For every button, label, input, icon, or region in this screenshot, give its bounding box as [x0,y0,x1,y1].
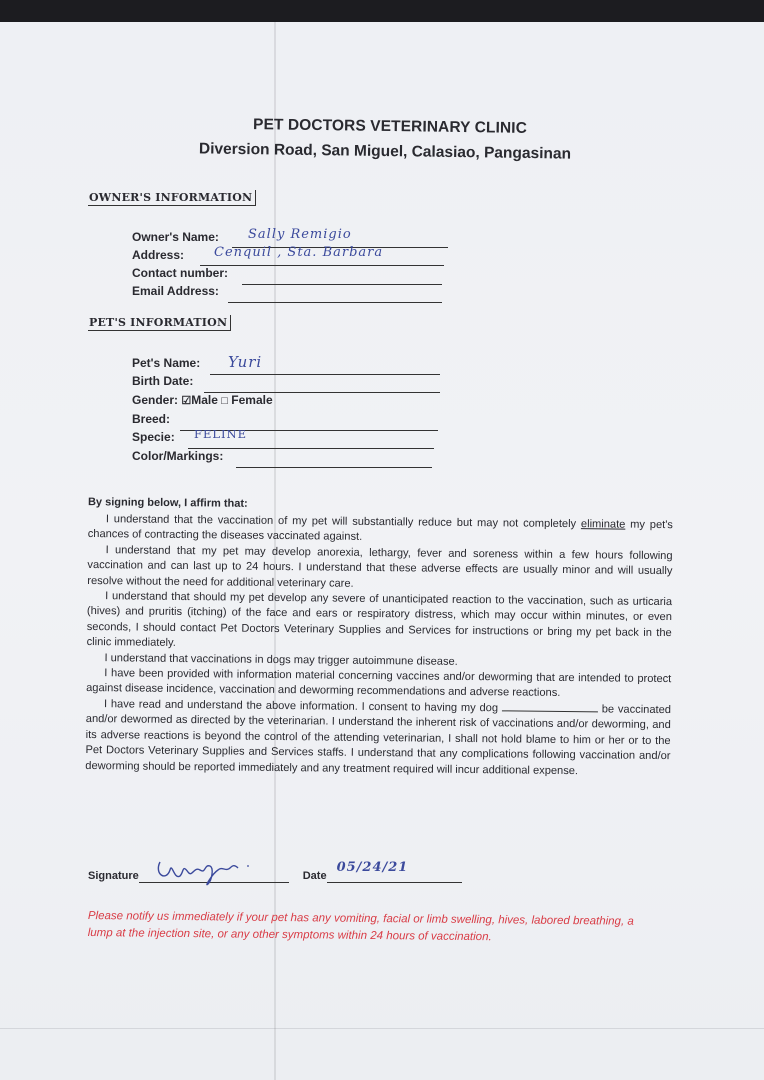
gender-label: Gender: [132,393,179,407]
specie-label: Specie: [132,430,175,444]
pet-name-line [210,374,440,375]
affirmation-paragraph-2: I understand that my pet may develop anorexia, lethargy, fever and soreness within a few hours following vaccination and can last up to 24 hours. I understand that these adverse effects are usually minor and will usually resolve without the need for additional veterinary care. [87,543,673,590]
signature-label: Signature [88,870,139,882]
specie-value: FELINE [194,427,248,441]
clinic-address: Diversion Road, San Miguel, Calasiao, Pangasinan [198,140,572,163]
date-line[interactable] [327,860,462,883]
breed-label: Breed: [132,412,171,426]
dog-name-blank[interactable] [502,701,598,712]
color-markings-line [236,467,432,468]
affirmation-body [85,512,673,780]
affirmation-heading: By signing below, I affirm that: [87,496,248,510]
owner-name-label: Owner's Name: [132,230,219,244]
color-markings-label: Color/Markings: [132,449,224,463]
owner-name-value: Sally Remigio [248,227,352,242]
specie-line [188,448,434,449]
address-label: Address: [132,248,185,262]
affirmation-paragraph-5: I have been provided with information material concerning vaccines and/or deworming that are intended to protect against disease incidence, vaccination and deworming recommendations and adverse reactions. [86,667,672,700]
male-checkbox[interactable]: ☑ [181,395,192,407]
birth-date-label: Birth Date: [132,374,194,388]
female-option: Female [231,393,273,407]
affirmation-paragraph-6: I have read and understand the above information. I consent to having my dog be vaccinated and/or dewormed as directed by the veterinarian. I understand the inherent risk of vaccinations and/or deworming, and its adverse reactions is beyond the control of the attending veterinarian, I shall not hold blame to him or her or to the Pet Doctors Veterinary Supplies and Services staffs. I understand that any complications following vaccination and/or deworming should be reported immediately and any treatment required will incur additional expense. [85,698,672,777]
date-value: 05/24/21 [336,860,409,875]
date-label: Date [302,870,327,882]
contact-label: Contact number: [132,266,228,280]
scan-top-border [0,0,764,22]
clinic-name: PET DOCTORS VETERINARY CLINIC [252,116,528,137]
male-option: Male [191,393,218,407]
signature-row [88,860,462,883]
owner-section-heading: OWNER'S INFORMATION [88,190,256,206]
affirmation-paragraph-3: I understand that should my pet develop any severe of unanticipated reaction to the vaccination, such as urticaria (hives) and pruritis (itching) of the face and ears or respiratory distress, which may occur within minutes, or even seconds, I should contact Pet Doctors Veterinary Supplies and Services for instructions or bring my pet back in the clinic immediately. [86,590,673,650]
email-label: Email Address: [132,284,219,298]
pet-name-label: Pet's Name: [132,356,201,370]
affirmation-paragraph-4: I understand that vaccinations in dogs may trigger autoimmune disease. [104,651,458,668]
address-value: Cenquil , Sta. Barbara [214,245,384,260]
affirmation-paragraph-1: I understand that the vaccination of my pet will substantially reduce but may not completely eliminate my pet's chances of contracting the diseases vaccinated against. [87,513,673,544]
pet-section-heading: PET'S INFORMATION [88,315,231,331]
email-line [228,302,442,303]
paper-fold-horizontal [0,1028,764,1029]
address-line [200,265,444,266]
pet-name-value: Yuri [228,353,263,371]
female-checkbox[interactable]: □ [221,395,228,407]
contact-line [242,284,442,285]
post-vaccination-notice: Please notify us immediately if your pet has any vomiting, facial or limb swelling, hives, labored breathing, a lump at the injection site, or any other symptoms within 24 hours of vaccination. [87,909,634,944]
gender-row [132,393,273,407]
handwritten-signature [152,852,272,890]
